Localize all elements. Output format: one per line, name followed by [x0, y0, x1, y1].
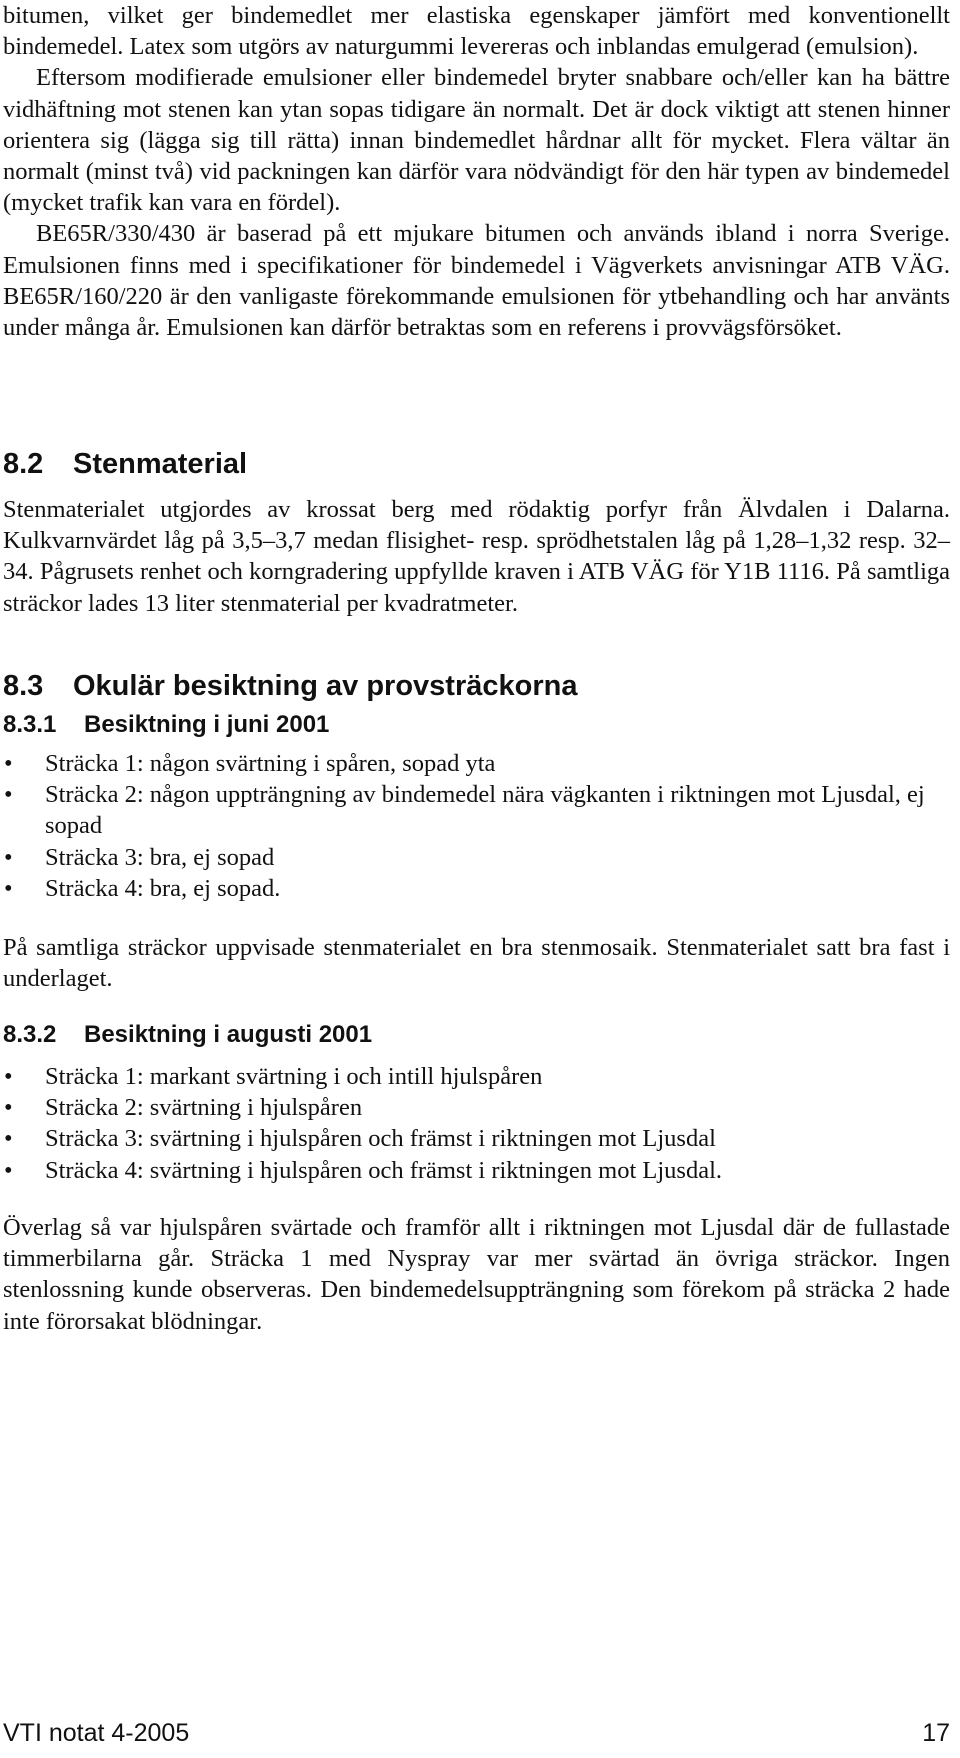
- heading-title: Stenmaterial: [73, 448, 248, 480]
- heading-title: Besiktning i juni 2001: [84, 711, 330, 738]
- heading-number: 8.3.2: [3, 1021, 57, 1048]
- list-item: • Sträcka 4: bra, ej sopad.: [0, 873, 950, 904]
- intro-paragraph-2: Eftersom modifierade emulsioner eller bindemedel bryter snabbare och/eller kan ha bättre vidhäftning mot stenen kan ytan sopas tidigare än normalt. Det är dock viktigt att stenen hinner orientera sig (lägga sig till rätta) innan bindemedlet hårdnar allt för mycket. Flera vältar än normalt (minst två) vid packningen kan därför vara nödvändigt för den här typen av bindemedel (mycket trafik kan vara en fördel).: [3, 64, 950, 217]
- section-8-3-2-text: [3, 1212, 950, 1337]
- section-8-2-text: [3, 494, 950, 619]
- list-item: • Sträcka 1: markant svärtning i och intill hjulspåren: [0, 1061, 950, 1092]
- list-item: • Sträcka 4: svärtning i hjulspåren och främst i riktningen mot Ljusdal.: [0, 1155, 950, 1186]
- section-8-3-1-text: [3, 932, 950, 994]
- heading-title: Okulär besiktning av provsträckorna: [73, 670, 578, 702]
- heading-title: Besiktning i augusti 2001: [84, 1021, 373, 1048]
- heading-8-3-2: [3, 1020, 372, 1050]
- bullet: •: [4, 843, 13, 871]
- bullet: •: [4, 1063, 13, 1090]
- heading-8-3: [3, 669, 577, 703]
- june-inspection-list: [0, 748, 950, 904]
- bullet: •: [4, 1156, 13, 1184]
- heading-8-2: [3, 447, 247, 481]
- heading-number: 8.3.1: [3, 711, 57, 738]
- bullet: •: [4, 750, 13, 777]
- footer-publication: VTI notat 4-2005: [3, 1719, 190, 1747]
- heading-number: 8.3: [3, 670, 44, 702]
- list-item: • Sträcka 2: svärtning i hjulspåren: [0, 1092, 950, 1123]
- bullet: •: [4, 1094, 13, 1122]
- bullet: •: [4, 874, 13, 902]
- section-8-3-2-paragraph: Överlag så var hjulspåren svärtade och framför allt i riktningen mot Ljusdal där de fullastade timmerbilarna går. Sträcka 1 med Nyspray var mer svärtad än övriga sträckor. Ingen stenlossning kunde observeras. Den bindemedelsuppträngning som förekom på sträcka 2 hade inte förorsakat blödningar.: [3, 1214, 950, 1335]
- list-item: • Sträcka 3: svärtning i hjulspåren och främst i riktningen mot Ljusdal: [0, 1123, 950, 1154]
- intro-text: [3, 0, 950, 343]
- heading-number: 8.2: [3, 448, 44, 480]
- heading-8-3-1: [3, 710, 329, 740]
- bullet: •: [4, 781, 13, 809]
- list-item: • Sträcka 3: bra, ej sopad: [0, 842, 950, 873]
- august-inspection-list: [0, 1061, 950, 1186]
- list-item: • Sträcka 1: någon svärtning i spåren, sopad yta: [0, 748, 950, 779]
- intro-paragraph-1: bitumen, vilket ger bindemedlet mer elastiska egenskaper jämfört med konventionellt bindemedel. Latex som utgörs av naturgummi levereras och inblandas emulgerad (emulsion).: [3, 2, 950, 61]
- section-8-3-1-paragraph: På samtliga sträckor uppvisade stenmaterialet en bra stenmosaik. Stenmaterialet satt bra fast i underlaget.: [3, 934, 950, 993]
- bullet: •: [4, 1125, 13, 1153]
- intro-paragraph-3: BE65R/330/430 är baserad på ett mjukare bitumen och används ibland i norra Sverige. Emulsionen finns med i specifikationer för bindemedel i Vägverkets anvisningar ATB VÄG. BE65R/160/220 är den vanligaste förekommande emulsionen för ytbehandling och har använts under många år. Emulsionen kan därför betraktas som en referens i provvägsförsöket.: [3, 220, 950, 342]
- footer-page-number: 17: [922, 1719, 950, 1747]
- list-item: • Sträcka 2: någon uppträngning av bindemedel nära vägkanten i riktningen mot Ljusdal, ej sopad: [4, 781, 925, 840]
- section-8-2-paragraph: Stenmaterialet utgjordes av krossat berg med rödaktig porfyr från Älvdalen i Dalarna. Kulkvarnvärdet låg på 3,5–3,7 medan flisighet- resp. sprödhetstalen låg på 1,28–1,32 resp. 32–34. Pågrusets renhet och korngradering uppfyllde kraven i ATB VÄG för Y1B 1116. På samtliga sträckor lades 13 liter stenmaterial per kvadratmeter.: [3, 496, 950, 617]
